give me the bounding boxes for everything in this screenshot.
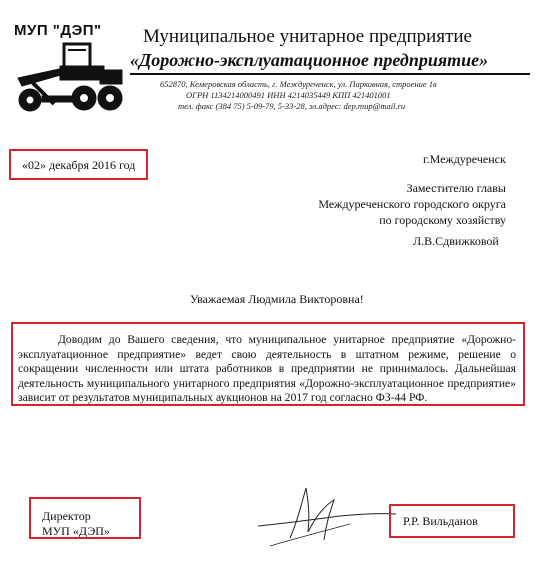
address-line: 652870, Кемеровская область, г. Междуреченск, ул. Парковная, строение 1в	[160, 79, 437, 89]
header-divider	[130, 73, 530, 75]
greeting: Уважаемая Людмила Викторовна!	[190, 292, 364, 306]
recipient-block	[300, 180, 506, 228]
letter-body: Доводим до Вашего сведения, что муниципальное унитарное предприятие «Дорожно-эксплуатационное предприятие» ведет свою деятельность в штатном режиме, решение о сокращении численности или штата работников в предприятии не принималось. Дальнейшая деятельность муниципального унитарного предприятия «Дорожно-эксплуатационное предприятие» зависит от результатов муниципальных аукционов на 2017 год согласно ФЗ-44 РФ.	[18, 333, 516, 404]
contacts-line: тел. факс (384 75) 5-09-79, 5-33-28, эл.адрес: dep.mup@mail.ru	[178, 101, 406, 111]
signatory-organization: МУП «ДЭП»	[42, 524, 110, 538]
organization-full-name: «Дорожно-эксплуатационное предприятие»	[130, 50, 489, 70]
letter-city: г.Междуреченск	[423, 152, 506, 166]
recipient-line: Заместителю главы	[406, 181, 506, 195]
signatory-position: Директор	[42, 509, 91, 523]
road-grader-logo-icon	[8, 38, 128, 122]
recipient-line: Междуреченского городского округа	[318, 197, 506, 211]
company-logo-text: МУП "ДЭП"	[14, 22, 102, 39]
recipient-line: по городскому хозяйству	[379, 213, 506, 227]
registration-line: ОГРН 1134214000491 ИНН 4214035449 КПП 421401001	[186, 90, 391, 100]
signatory-title	[42, 509, 110, 539]
recipient-name: Л.В.Сдвижковой	[413, 234, 499, 248]
signatory-name: Р.Р. Вильданов	[403, 514, 478, 528]
letter-date: «02» декабря 2016 год	[22, 158, 136, 172]
organization-name: Муниципальное унитарное предприятие	[143, 26, 472, 47]
handwritten-signature-icon	[250, 480, 400, 550]
